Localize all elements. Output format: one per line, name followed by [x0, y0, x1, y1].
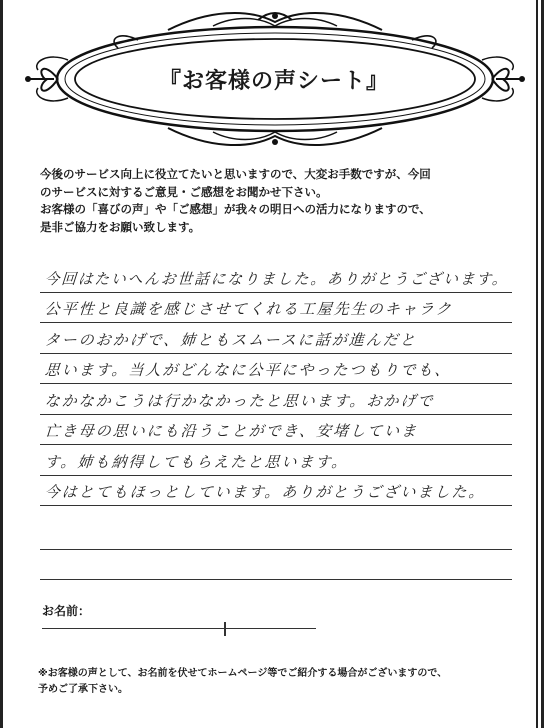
comment-line [40, 384, 512, 415]
name-pen-mark [224, 622, 226, 636]
blank-line [40, 550, 512, 580]
sheet-title: 『お客様の声シート』 [158, 69, 389, 94]
name-field-line [42, 628, 316, 629]
intro-line: 是非ご協力をお願い致します。 [40, 219, 201, 234]
intro-text [40, 166, 520, 236]
comment-line [40, 476, 512, 507]
intro-line: のサービスに対するご意見・ご感想をお聞かせ下さい。 [40, 184, 328, 199]
footer-note-line: 予めご了承下さい。 [38, 684, 128, 695]
handwritten-text: 亡き母の思いにも沿うことができ、安堵していま [44, 422, 419, 440]
blank-line [40, 520, 512, 550]
handwritten-text: 今はとてもほっとしています。ありがとうございました。 [44, 483, 487, 501]
scan-edge-left [0, 0, 3, 728]
blank-comment-lines [40, 520, 512, 580]
handwritten-text: ターのおかげで、姉ともスムースに話が進んだと [44, 330, 418, 349]
comment-line [40, 262, 512, 293]
handwritten-text: 思います。当人がどんなに公平にやったつもりでも、 [44, 361, 453, 379]
handwritten-text: 公平性と良識を感じさせてくれる工屋先生のキャラク [44, 300, 454, 318]
comment-line [40, 323, 512, 354]
comment-line [40, 293, 512, 324]
comment-line [40, 445, 512, 476]
footer-note [38, 666, 518, 698]
name-label: お名前： [42, 604, 91, 618]
comment-line [40, 354, 512, 385]
footer-note-line: ※お客様の声として、お名前を伏せてホームページ等でご紹介する場合がございますので、 [38, 668, 448, 679]
handwritten-comment-area [40, 262, 512, 506]
intro-line: お客様の「喜びの声」や「ご感想」が我々の明日への活力になりますので、 [40, 202, 431, 216]
handwritten-text: す。姉も納得してもらえたと思います。 [44, 452, 349, 471]
handwritten-text: 今回はたいへんお世話になりました。ありがとうございます。 [44, 269, 510, 288]
intro-line: 今後のサービス向上に役立てたいと思いますので、大変お手数ですが、今回 [40, 167, 431, 181]
comment-line [40, 415, 512, 446]
scan-edge-right-outer [541, 0, 544, 728]
handwritten-text: なかなかこうは行かなかったと思います。おかげで [44, 391, 436, 410]
